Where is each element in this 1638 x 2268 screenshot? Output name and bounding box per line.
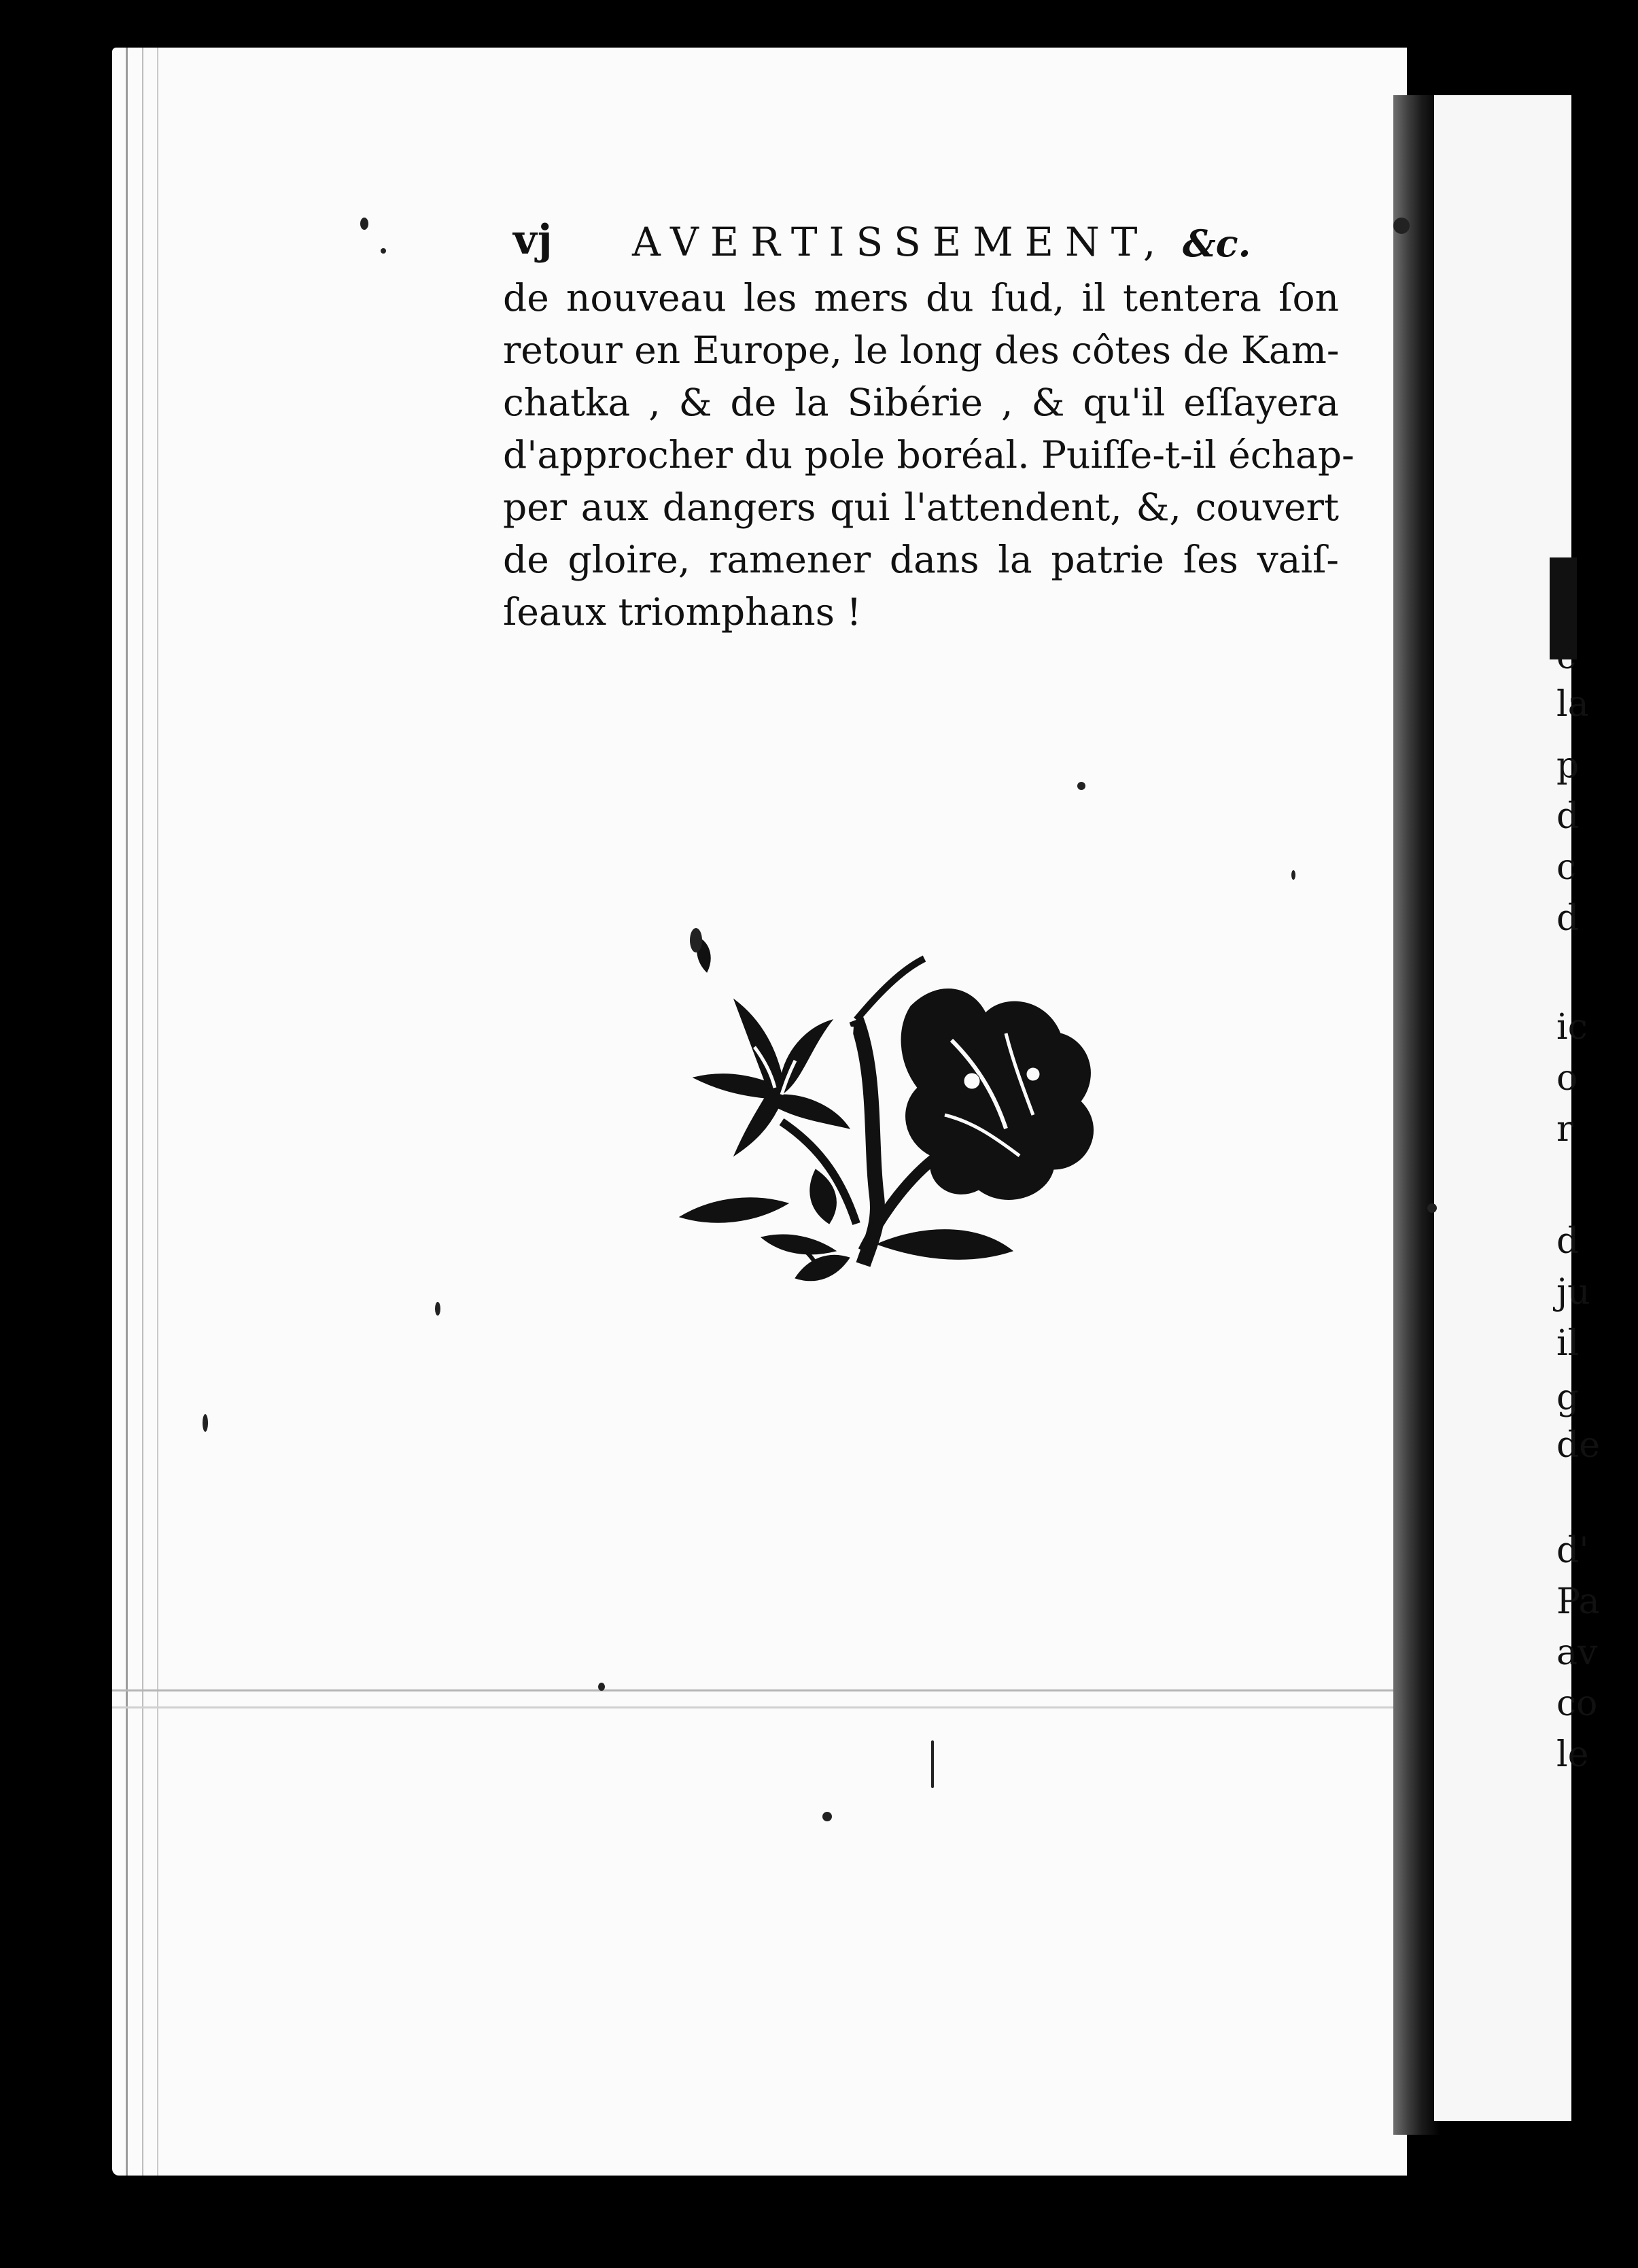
right-page-fragment: d: [1556, 796, 1580, 837]
speck: [435, 1302, 440, 1316]
right-page-fragment: ju: [1556, 1272, 1590, 1313]
right-page-fragment: d: [1556, 898, 1580, 939]
body-text: [503, 272, 1355, 638]
right-page-fragment: il: [1556, 1323, 1580, 1364]
right-page-fragment: la: [1556, 684, 1589, 725]
right-page-fragment: c: [1556, 636, 1577, 677]
right-page-fragment: r: [1556, 1109, 1573, 1150]
right-page-fragment: d': [1556, 1530, 1589, 1571]
page-crease-line: [112, 1689, 1407, 1691]
speck: [822, 1812, 832, 1821]
right-page-fragment: av: [1556, 1632, 1598, 1673]
right-page-fragment: d: [1556, 1221, 1580, 1262]
speck: [1427, 1203, 1437, 1213]
page-crease-line: [112, 1706, 1407, 1708]
speck: [690, 928, 702, 952]
text-line: chatka , & de la Sibérie , & qu'il eſſayera: [503, 381, 1339, 424]
right-page-fragment: o: [1556, 1058, 1578, 1099]
floral-vignette-icon: [652, 925, 1128, 1333]
right-page-fragment: co: [1556, 1683, 1598, 1724]
right-page-fragment: c: [1556, 847, 1577, 888]
speck: [598, 1683, 605, 1691]
speck: [1393, 218, 1410, 234]
right-page-fragment: p: [1556, 745, 1580, 786]
right-page: [1434, 95, 1571, 2121]
speck: [1291, 870, 1295, 880]
text-line: de nouveau les mers du ſud, il tentera ſon: [503, 276, 1339, 320]
speck: [931, 1740, 934, 1788]
speck: [381, 248, 386, 254]
running-head-etc: &c.: [1183, 222, 1251, 265]
speck: [360, 218, 368, 230]
speck: [203, 1414, 208, 1432]
running-head: AVERTISSEMENT,: [632, 219, 1168, 265]
text-line: retour en Europe, le long des côtes de Kam-: [503, 328, 1340, 372]
text-line: d'approcher du pole boréal. Puiſſe-t-il échap-: [503, 433, 1355, 477]
page-number: vj: [513, 216, 553, 264]
right-page-fragment: g: [1556, 1377, 1580, 1418]
right-page-fragment: de: [1556, 1425, 1601, 1466]
right-page-fragment: Pa: [1556, 1581, 1600, 1622]
speck: [1077, 782, 1085, 790]
page-edge-lines: [112, 48, 180, 2176]
text-line: ſeaux triomphans !: [503, 590, 862, 634]
right-page-fragment: ic: [1556, 1007, 1588, 1048]
right-page-fragment: le: [1556, 1734, 1589, 1775]
text-line: per aux dangers qui l'attendent, &, couvert: [503, 485, 1339, 529]
text-line: de gloire, ramener dans la patrie ſes vaiſ-: [503, 538, 1339, 581]
